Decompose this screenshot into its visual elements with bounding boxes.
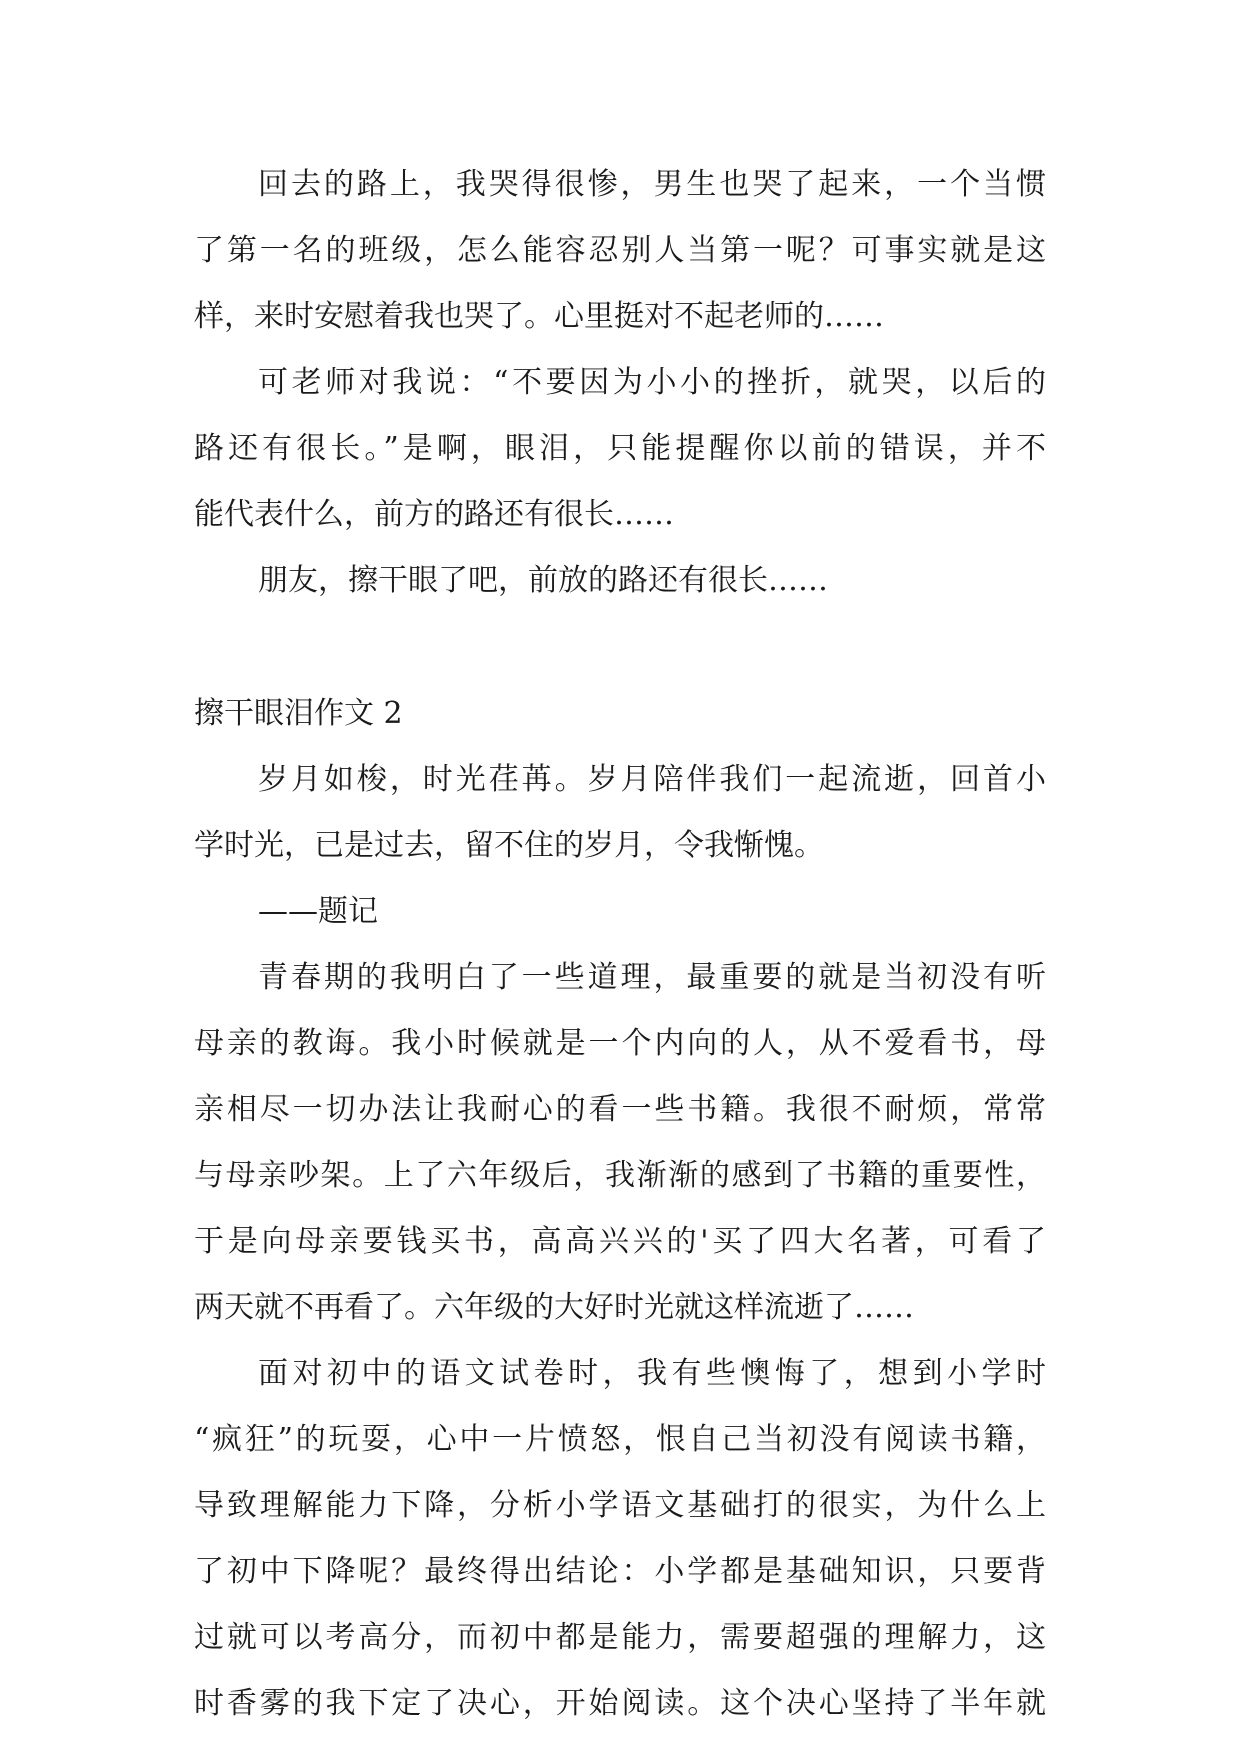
paragraph-line: 朋友，擦干眼了吧，前放的路还有很长…… (258, 563, 828, 598)
paragraph-line: 能代表什么，前方的路还有很长…… (194, 497, 674, 532)
paragraph-line: 回去的路上，我哭得很惨，男生也哭了起来，一个当惯 (258, 167, 1046, 202)
paragraph-line: 亲相尽一切办法让我耐心的看一些书籍。我很不耐烦，常常 (194, 1092, 1046, 1127)
paragraph-line: 与母亲吵架。上了六年级后，我渐渐的感到了书籍的重要性， (194, 1158, 1046, 1193)
paragraph-line: 两天就不再看了。六年级的大好时光就这样流逝了…… (194, 1290, 914, 1325)
paragraph-line: 了第一名的班级，怎么能容忍别人当第一呢？可事实就是这 (194, 233, 1046, 268)
paragraph-line: 可老师对我说：“不要因为小小的挫折，就哭，以后的 (258, 365, 1046, 400)
paragraph-line: 学时光，已是过去，留不住的岁月，令我惭愧。 (194, 828, 824, 863)
paragraph-line: 母亲的教诲。我小时候就是一个内向的人，从不爱看书，母 (194, 1026, 1046, 1061)
paragraph-line: 时香雾的我下定了决心，开始阅读。这个决心坚持了半年就 (194, 1686, 1046, 1721)
paragraph-line: 青春期的我明白了一些道理，最重要的就是当初没有听 (258, 960, 1046, 995)
paragraph-line: 于是向母亲要钱买书，高高兴兴的'买了四大名著，可看了 (194, 1224, 1046, 1259)
paragraph-line: 了初中下降呢？最终得出结论：小学都是基础知识，只要背 (194, 1554, 1046, 1589)
paragraph-line: 样，来时安慰着我也哭了。心里挺对不起老师的…… (194, 299, 884, 334)
paragraph-line: 导致理解能力下降，分析小学语文基础打的很实，为什么上 (194, 1488, 1046, 1523)
paragraph-line: 过就可以考高分，而初中都是能力，需要超强的理解力，这 (194, 1620, 1046, 1655)
paragraph-line: “疯狂”的玩耍，心中一片愤怒，恨自己当初没有阅读书籍， (194, 1422, 1046, 1457)
section-title: 擦干眼泪作文 2 (194, 696, 403, 731)
epigraph-signature: ——题记 (258, 894, 378, 929)
paragraph-line: 路还有很长。”是啊，眼泪，只能提醒你以前的错误，并不 (194, 431, 1046, 466)
paragraph-line: 面对初中的语文试卷时，我有些懊悔了，想到小学时 (258, 1356, 1046, 1391)
paragraph-line: 岁月如梭，时光荏苒。岁月陪伴我们一起流逝，回首小 (258, 762, 1046, 797)
